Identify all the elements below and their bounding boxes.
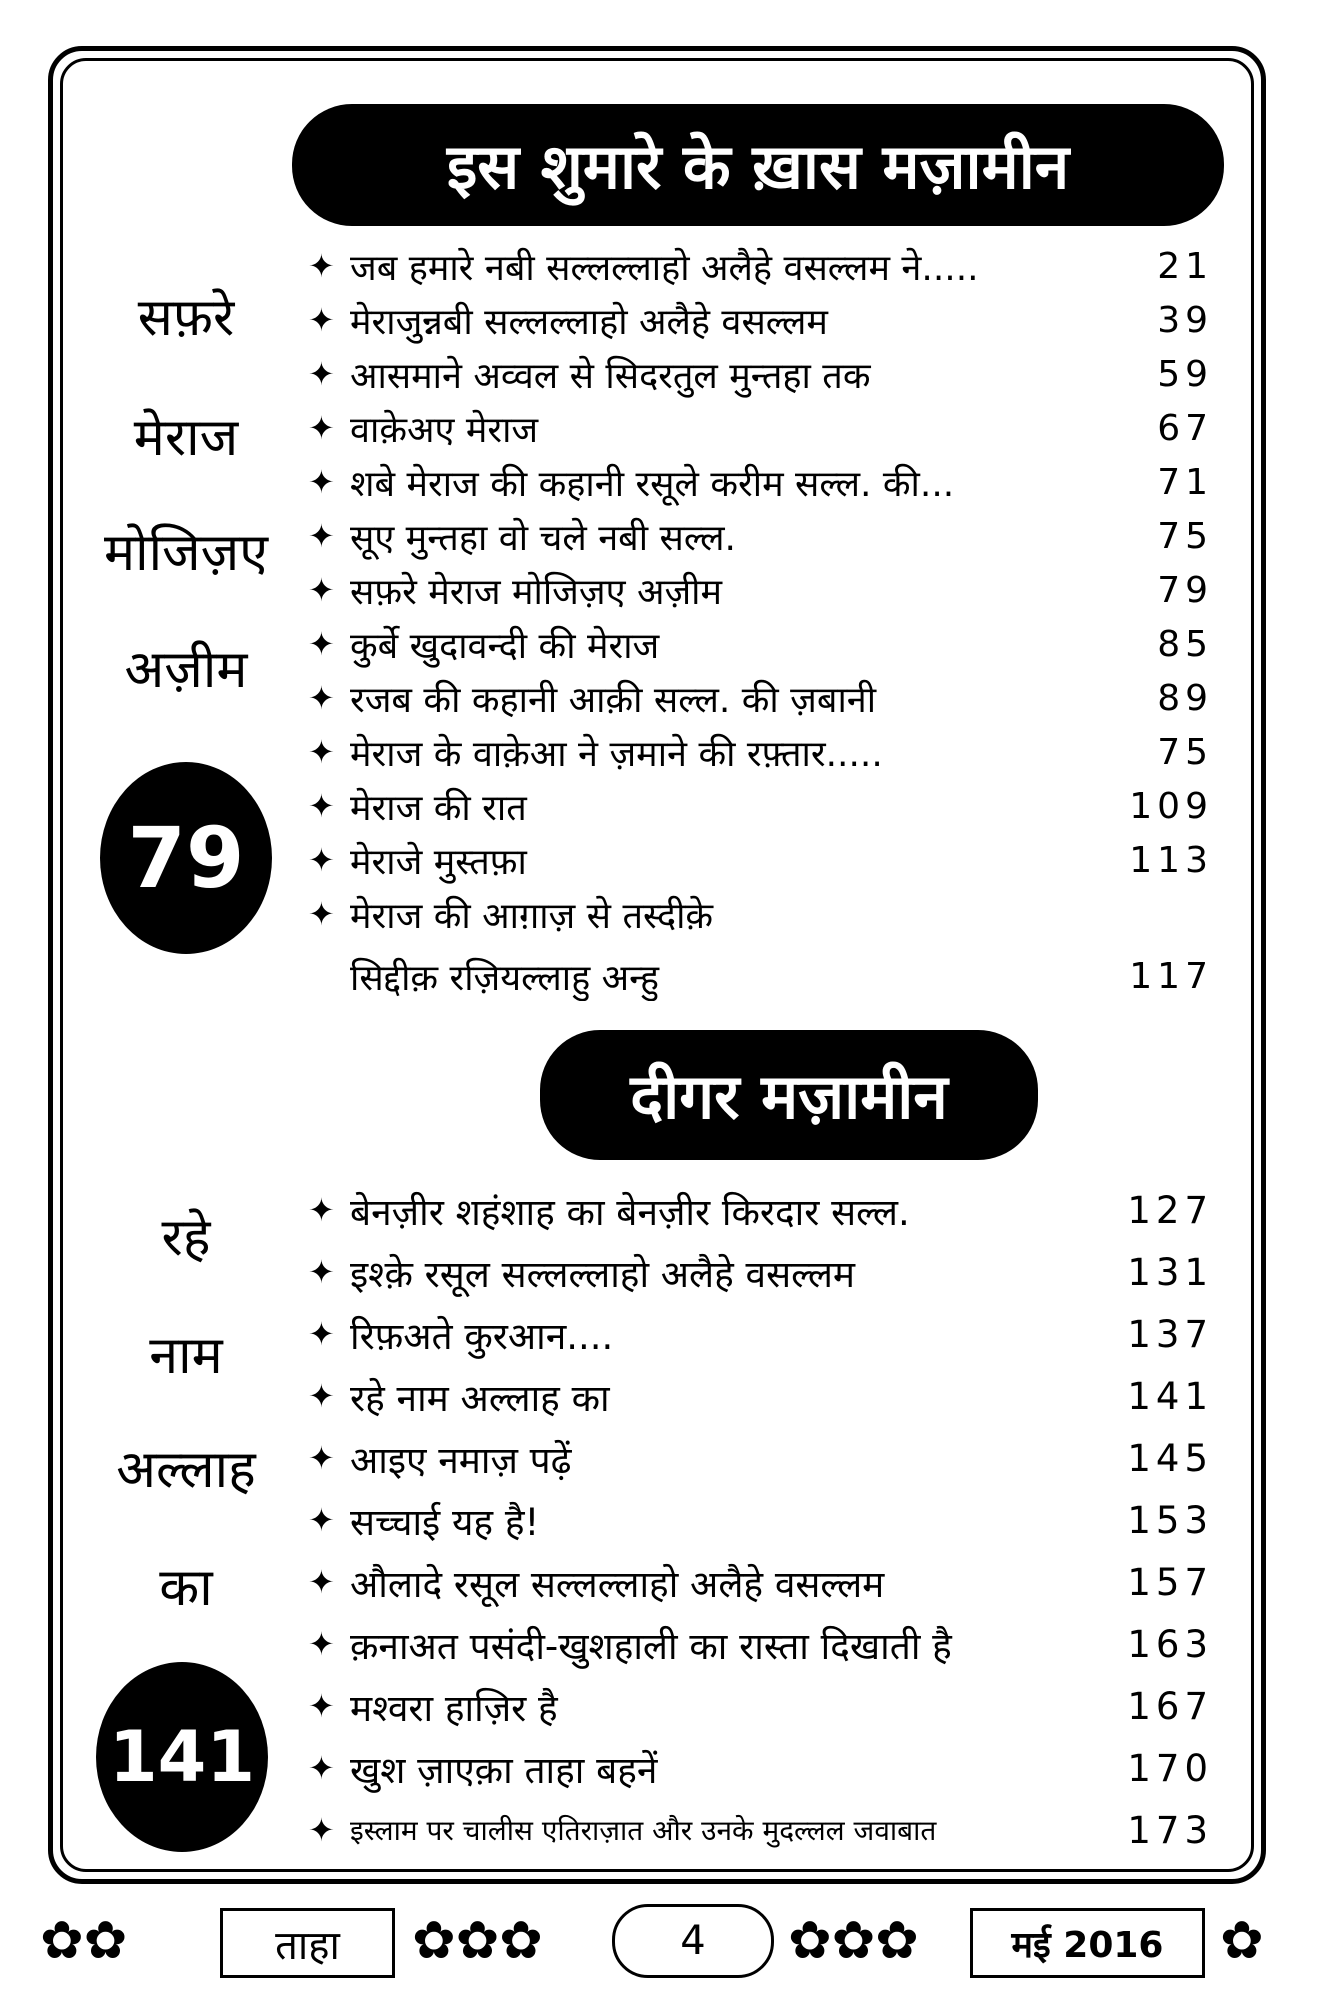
- toc-entry[interactable]: [308, 780, 1213, 832]
- toc-entry[interactable]: [308, 618, 1213, 670]
- toc-entry-title: आइए नमाज़ पढ़ें: [350, 1438, 572, 1482]
- toc-entry-page: 75: [1157, 515, 1213, 557]
- toc-entry-page: 153: [1127, 1498, 1213, 1542]
- four-point-star-icon: ✦: [308, 247, 335, 285]
- section2-side-label-4: का: [159, 1558, 213, 1618]
- toc-entry-page: 117: [1129, 955, 1213, 997]
- toc-entry-page: 170: [1127, 1746, 1213, 1790]
- toc-entry[interactable]: [308, 1552, 1213, 1612]
- toc-entry-page: 173: [1127, 1808, 1213, 1852]
- section2-side-label-3: अल्लाह: [116, 1440, 256, 1500]
- four-point-star-icon: ✦: [308, 1377, 335, 1415]
- toc-entry[interactable]: [308, 1366, 1213, 1426]
- four-point-star-icon: ✦: [308, 1315, 335, 1353]
- toc-entry-page: 127: [1127, 1188, 1213, 1232]
- toc-entry-title: रिफ़अते कुरआन....: [350, 1314, 614, 1358]
- toc-entry[interactable]: [308, 1800, 1213, 1860]
- toc-entry-title: मश्वरा हाज़िर है: [350, 1686, 558, 1730]
- four-point-star-icon: ✦: [308, 1625, 335, 1663]
- toc-entry[interactable]: [308, 240, 1213, 292]
- section1-toc: [308, 240, 1213, 1010]
- toc-entry-page: 141: [1127, 1374, 1213, 1418]
- page-footer: [40, 1896, 1283, 1986]
- four-point-star-icon: ✦: [308, 1563, 335, 1601]
- toc-entry-page: 79: [1157, 569, 1213, 611]
- four-point-star-icon: ✦: [308, 463, 335, 501]
- four-point-star-icon: ✦: [308, 841, 335, 879]
- toc-entry-title: सिद्दीक़ रज़ियल्लाहु अन्हु: [350, 957, 660, 999]
- section2-side-label-1: रहे: [161, 1208, 211, 1268]
- toc-entry-page: 21: [1157, 245, 1213, 287]
- section1-side-label-1: सफ़रे: [137, 288, 235, 348]
- toc-entry-title: जब हमारे नबी सल्लल्लाहो अलैहे वसल्लम ने.....: [350, 247, 979, 289]
- page-number: 4: [612, 1904, 774, 1978]
- section1-side-label-3: मोजिज़ए: [104, 523, 268, 583]
- issue-date: मई 2016: [970, 1908, 1205, 1978]
- flower-ornament-icon: ✿✿: [40, 1911, 128, 1971]
- toc-entry[interactable]: [308, 1428, 1213, 1488]
- toc-entry[interactable]: [308, 294, 1213, 346]
- toc-entry[interactable]: [308, 726, 1213, 778]
- toc-entry-page: 85: [1157, 623, 1213, 665]
- toc-entry-title: इस्लाम पर चालीस एतिराज़ात और उनके मुदल्लल जवाबात: [350, 1814, 937, 1847]
- section2-side-label-2: नाम: [149, 1326, 223, 1386]
- toc-entry-title: सफ़रे मेराज मोजिज़ए अज़ीम: [350, 571, 723, 613]
- four-point-star-icon: ✦: [308, 1687, 335, 1725]
- toc-entry-title: सूए मुन्तहा वो चले नबी सल्ल.: [350, 517, 736, 559]
- toc-entry-continuation[interactable]: [308, 950, 1213, 1002]
- toc-entry-title: रहे नाम अल्लाह का: [350, 1376, 610, 1420]
- four-point-star-icon: ✦: [308, 355, 335, 393]
- toc-entry[interactable]: [308, 672, 1213, 724]
- toc-entry[interactable]: [308, 456, 1213, 508]
- four-point-star-icon: ✦: [308, 409, 335, 447]
- four-point-star-icon: ✦: [308, 895, 335, 933]
- four-point-star-icon: ✦: [308, 571, 335, 609]
- section1-title: इस शुमारे के ख़ास मज़ामीन: [292, 104, 1224, 226]
- toc-entry-page: 109: [1129, 785, 1213, 827]
- toc-entry[interactable]: [308, 1242, 1213, 1302]
- toc-entry-page: 167: [1127, 1684, 1213, 1728]
- section1-side-label-2: मेराज: [133, 408, 239, 468]
- toc-entry-page: 39: [1157, 299, 1213, 341]
- four-point-star-icon: ✦: [308, 1501, 335, 1539]
- toc-entry-title: शबे मेराज की कहानी रसूले करीम सल्ल. की...: [350, 463, 955, 505]
- toc-entry[interactable]: [308, 1738, 1213, 1798]
- toc-entry[interactable]: [308, 1614, 1213, 1674]
- toc-entry-title: मेराज के वाक़ेआ ने ज़माने की रफ़्तार.....: [350, 733, 883, 775]
- four-point-star-icon: ✦: [308, 517, 335, 555]
- section1-badge: 79: [100, 762, 272, 954]
- toc-entry-title: बेनज़ीर शहंशाह का बेनज़ीर किरदार सल्ल.: [350, 1190, 910, 1234]
- toc-entry-title: वाक़ेअए मेराज: [350, 409, 539, 451]
- toc-entry-title: मेराजुन्नबी सल्लल्लाहो अलैहे वसल्लम: [350, 301, 828, 343]
- toc-entry-page: 113: [1129, 839, 1213, 881]
- toc-entry-page: 137: [1127, 1312, 1213, 1356]
- four-point-star-icon: ✦: [308, 733, 335, 771]
- section2-badge: 141: [96, 1662, 268, 1852]
- toc-entry-title: इश्क़े रसूल सल्लल्लाहो अलैहे वसल्लम: [350, 1252, 856, 1296]
- flower-ornament-icon: ✿: [1220, 1911, 1264, 1971]
- toc-entry-page: 89: [1157, 677, 1213, 719]
- toc-entry[interactable]: [308, 1490, 1213, 1550]
- four-point-star-icon: ✦: [308, 625, 335, 663]
- four-point-star-icon: ✦: [308, 1439, 335, 1477]
- section2-toc: [308, 1180, 1213, 1870]
- toc-entry[interactable]: [308, 402, 1213, 454]
- toc-entry[interactable]: [308, 348, 1213, 400]
- toc-entry-title: आसमाने अव्वल से सिदरतुल मुन्तहा तक: [350, 355, 871, 397]
- toc-entry[interactable]: [308, 1676, 1213, 1736]
- four-point-star-icon: ✦: [308, 1253, 335, 1291]
- section1-side-label-4: अज़ीम: [124, 640, 248, 700]
- toc-entry-page: 131: [1127, 1250, 1213, 1294]
- toc-entry[interactable]: [308, 888, 1213, 940]
- flower-ornament-icon: ✿✿✿: [412, 1911, 543, 1971]
- four-point-star-icon: ✦: [308, 679, 335, 717]
- toc-entry[interactable]: [308, 1180, 1213, 1240]
- toc-entry-title: क़नाअत पसंदी-खुशहाली का रास्ता दिखाती है: [350, 1624, 952, 1668]
- four-point-star-icon: ✦: [308, 301, 335, 339]
- toc-entry[interactable]: [308, 834, 1213, 886]
- toc-entry-title: मेराजे मुस्तफ़ा: [350, 841, 527, 883]
- four-point-star-icon: ✦: [308, 1749, 335, 1787]
- flower-ornament-icon: ✿✿✿: [788, 1911, 919, 1971]
- toc-entry-title: सच्चाई यह है!: [350, 1500, 540, 1544]
- four-point-star-icon: ✦: [308, 1191, 335, 1229]
- toc-entry-page: 75: [1157, 731, 1213, 773]
- magazine-name: ताहा: [220, 1908, 395, 1978]
- four-point-star-icon: ✦: [308, 1811, 335, 1849]
- section2-title: दीगर मज़ामीन: [540, 1030, 1038, 1160]
- four-point-star-icon: ✦: [308, 787, 335, 825]
- toc-entry[interactable]: [308, 564, 1213, 616]
- toc-entry-page: 67: [1157, 407, 1213, 449]
- toc-entry-title: औलादे रसूल सल्लल्लाहो अलैहे वसल्लम: [350, 1562, 885, 1606]
- toc-entry-title: मेराज की आग़ाज़ से तस्दीक़े: [350, 895, 714, 937]
- toc-entry-title: कुर्बे खुदावन्दी की मेराज: [350, 625, 660, 667]
- toc-entry-title: रजब की कहानी आक़ी सल्ल. की ज़बानी: [350, 679, 877, 721]
- toc-entry-page: 145: [1127, 1436, 1213, 1480]
- toc-entry[interactable]: [308, 1304, 1213, 1364]
- toc-entry-page: 157: [1127, 1560, 1213, 1604]
- toc-entry-page: 59: [1157, 353, 1213, 395]
- toc-entry-title: खुश ज़ाएक़ा ताहा बहनें: [350, 1748, 658, 1792]
- toc-entry-title: मेराज की रात: [350, 787, 527, 829]
- toc-entry[interactable]: [308, 510, 1213, 562]
- toc-entry-page: 71: [1157, 461, 1213, 503]
- toc-entry-page: 163: [1127, 1622, 1213, 1666]
